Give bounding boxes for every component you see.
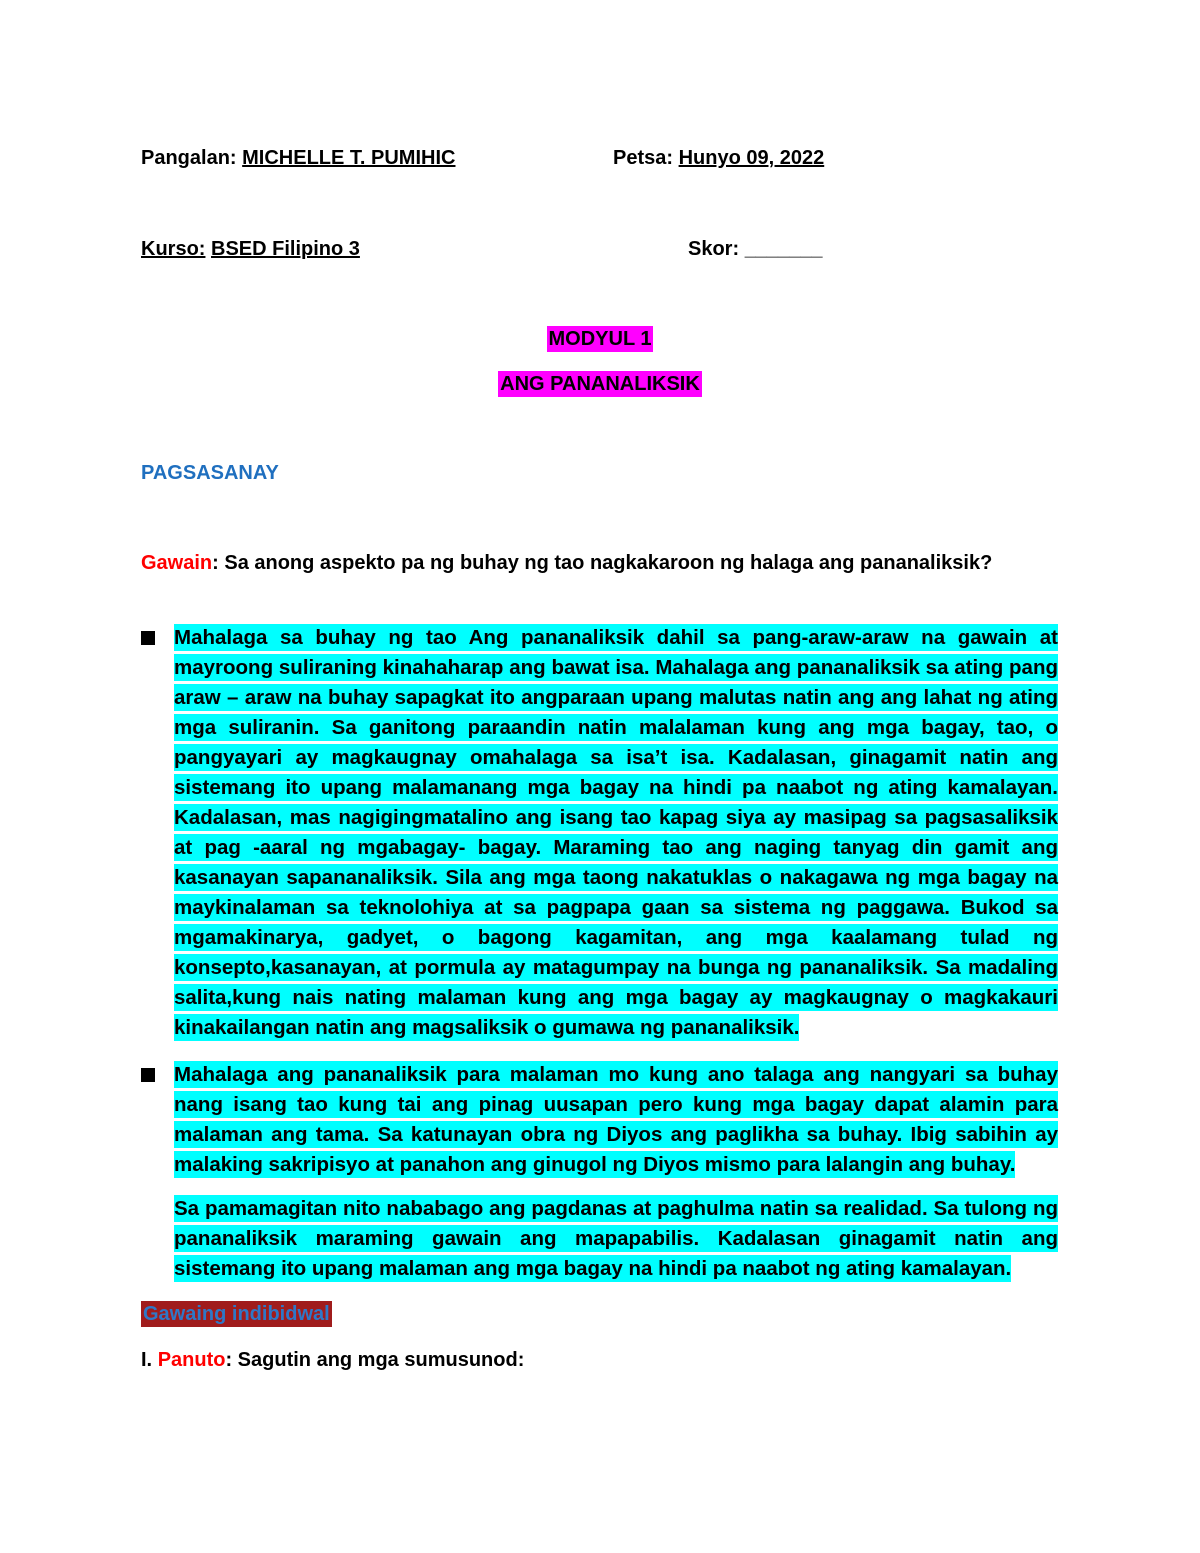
instruction-text: : Sagutin ang mga sumusunod: (225, 1349, 525, 1371)
date-value: Hunyo 09, 2022 (678, 147, 825, 169)
course-label: Kurso: (141, 238, 206, 260)
answer-paragraph-3 (174, 1194, 1058, 1284)
date-label: Petsa: (613, 147, 674, 169)
instruction-label: Panuto (157, 1349, 226, 1371)
task-question (141, 551, 992, 575)
topic-title-text: ANG PANANALIKSIK (500, 373, 700, 395)
answer-paragraph-1 (174, 623, 1058, 1043)
answer-paragraph-2-text: Mahalaga ang pananaliksik para malaman mo kung ano talaga ang nangyari sa buhay nang isang tao kung tai ang pinag uusapan pero kung mga bagay dapat alamin para malaman ang tama. Sa katunayan obra ng Diyos ang paglikha sa buhay. Ibig sabihin ay malaking sakripisyo at panahon ang ginugol ng Diyos mismo para lalangin ang buhay. (174, 1063, 1058, 1176)
bullet-square-icon (141, 1068, 155, 1082)
instruction-line (141, 1348, 524, 1372)
individual-heading-text: Gawaing indibidwal (143, 1303, 330, 1325)
date-field (613, 146, 824, 170)
course-value: BSED Filipino 3 (211, 238, 360, 260)
answer-paragraph-3-text: Sa pamamagitan nito nababago ang pagdanas at paghulma natin sa realidad. Sa tulong ng pananaliksik maraming gawain ang mapapabilis. Kadalasan ginagamit natin ang sistemang ito upang malaman ang mga bagay na hindi pa naabot ng ating kamalayan. (174, 1197, 1058, 1280)
score-value: _______ (744, 238, 823, 260)
task-label: Gawain (141, 552, 213, 574)
individual-heading (141, 1302, 332, 1326)
task-text: : Sa anong aspekto pa ng buhay ng tao nagkakaroon ng halaga ang pananaliksik? (212, 552, 993, 574)
section-heading: PAGSASANAY (141, 462, 279, 484)
answer-paragraph-2 (174, 1060, 1058, 1180)
answer-paragraph-1-text: Mahalaga sa buhay ng tao Ang pananaliksik dahil sa pang-araw-araw na gawain at mayroong suliraning kinahaharap ang bawat isa. Mahalaga ang pananaliksik sa ating pang araw – araw na buhay sapagkat ito angparaan upang malutas natin ang ang lahat ng ating mga suliranin. Sa ganitong paraandin natin malalaman kung ang mga bagay, tao, o pangyayari ay magkaugnay omahalaga sa isa’t isa. Kadalasan, ginagamit natin ang sistemang ito upang malamanang mga bagay na hindi pa naabot ng ating kamalayan. Kadalasan, mas nagigingmatalino ang isang tao kapag siya ay masipag sa pagsasaliksik at pag -aaral ng mgabagay- bagay. Maraming tao ang naging tanyag din gamit ang kasanayan sapananaliksik. Sila ang mga taong nakatuklas o nakagawa ng mga bagay na maykinalaman sa teknolohiya at sa pagpapa gaan sa sistema ng paggawa. Bukod sa mgamakinarya, gadyet, o bagong kagamitan, ang mga kaalamang tulad ng konsepto,kasanayan, at pormula ay matagumpay na bunga ng pananaliksik. Sa madaling salita,kung nais nating malaman kung ang mga bagay ay magkaugnay o magkakauri kinakailangan natin ang magsaliksik o gumawa ng pananaliksik. (174, 626, 1058, 1039)
bullet-square-icon (141, 631, 155, 645)
topic-title (0, 372, 1200, 396)
module-title-text: MODYUL 1 (548, 328, 652, 350)
module-title (0, 327, 1200, 351)
score-field (688, 237, 823, 261)
name-label: Pangalan: (141, 147, 237, 169)
score-label: Skor: (688, 238, 740, 260)
name-value: MICHELLE T. PUMIHIC (242, 147, 456, 169)
course-field (141, 237, 360, 261)
item-number: I. (141, 1349, 153, 1371)
name-field (141, 146, 455, 170)
